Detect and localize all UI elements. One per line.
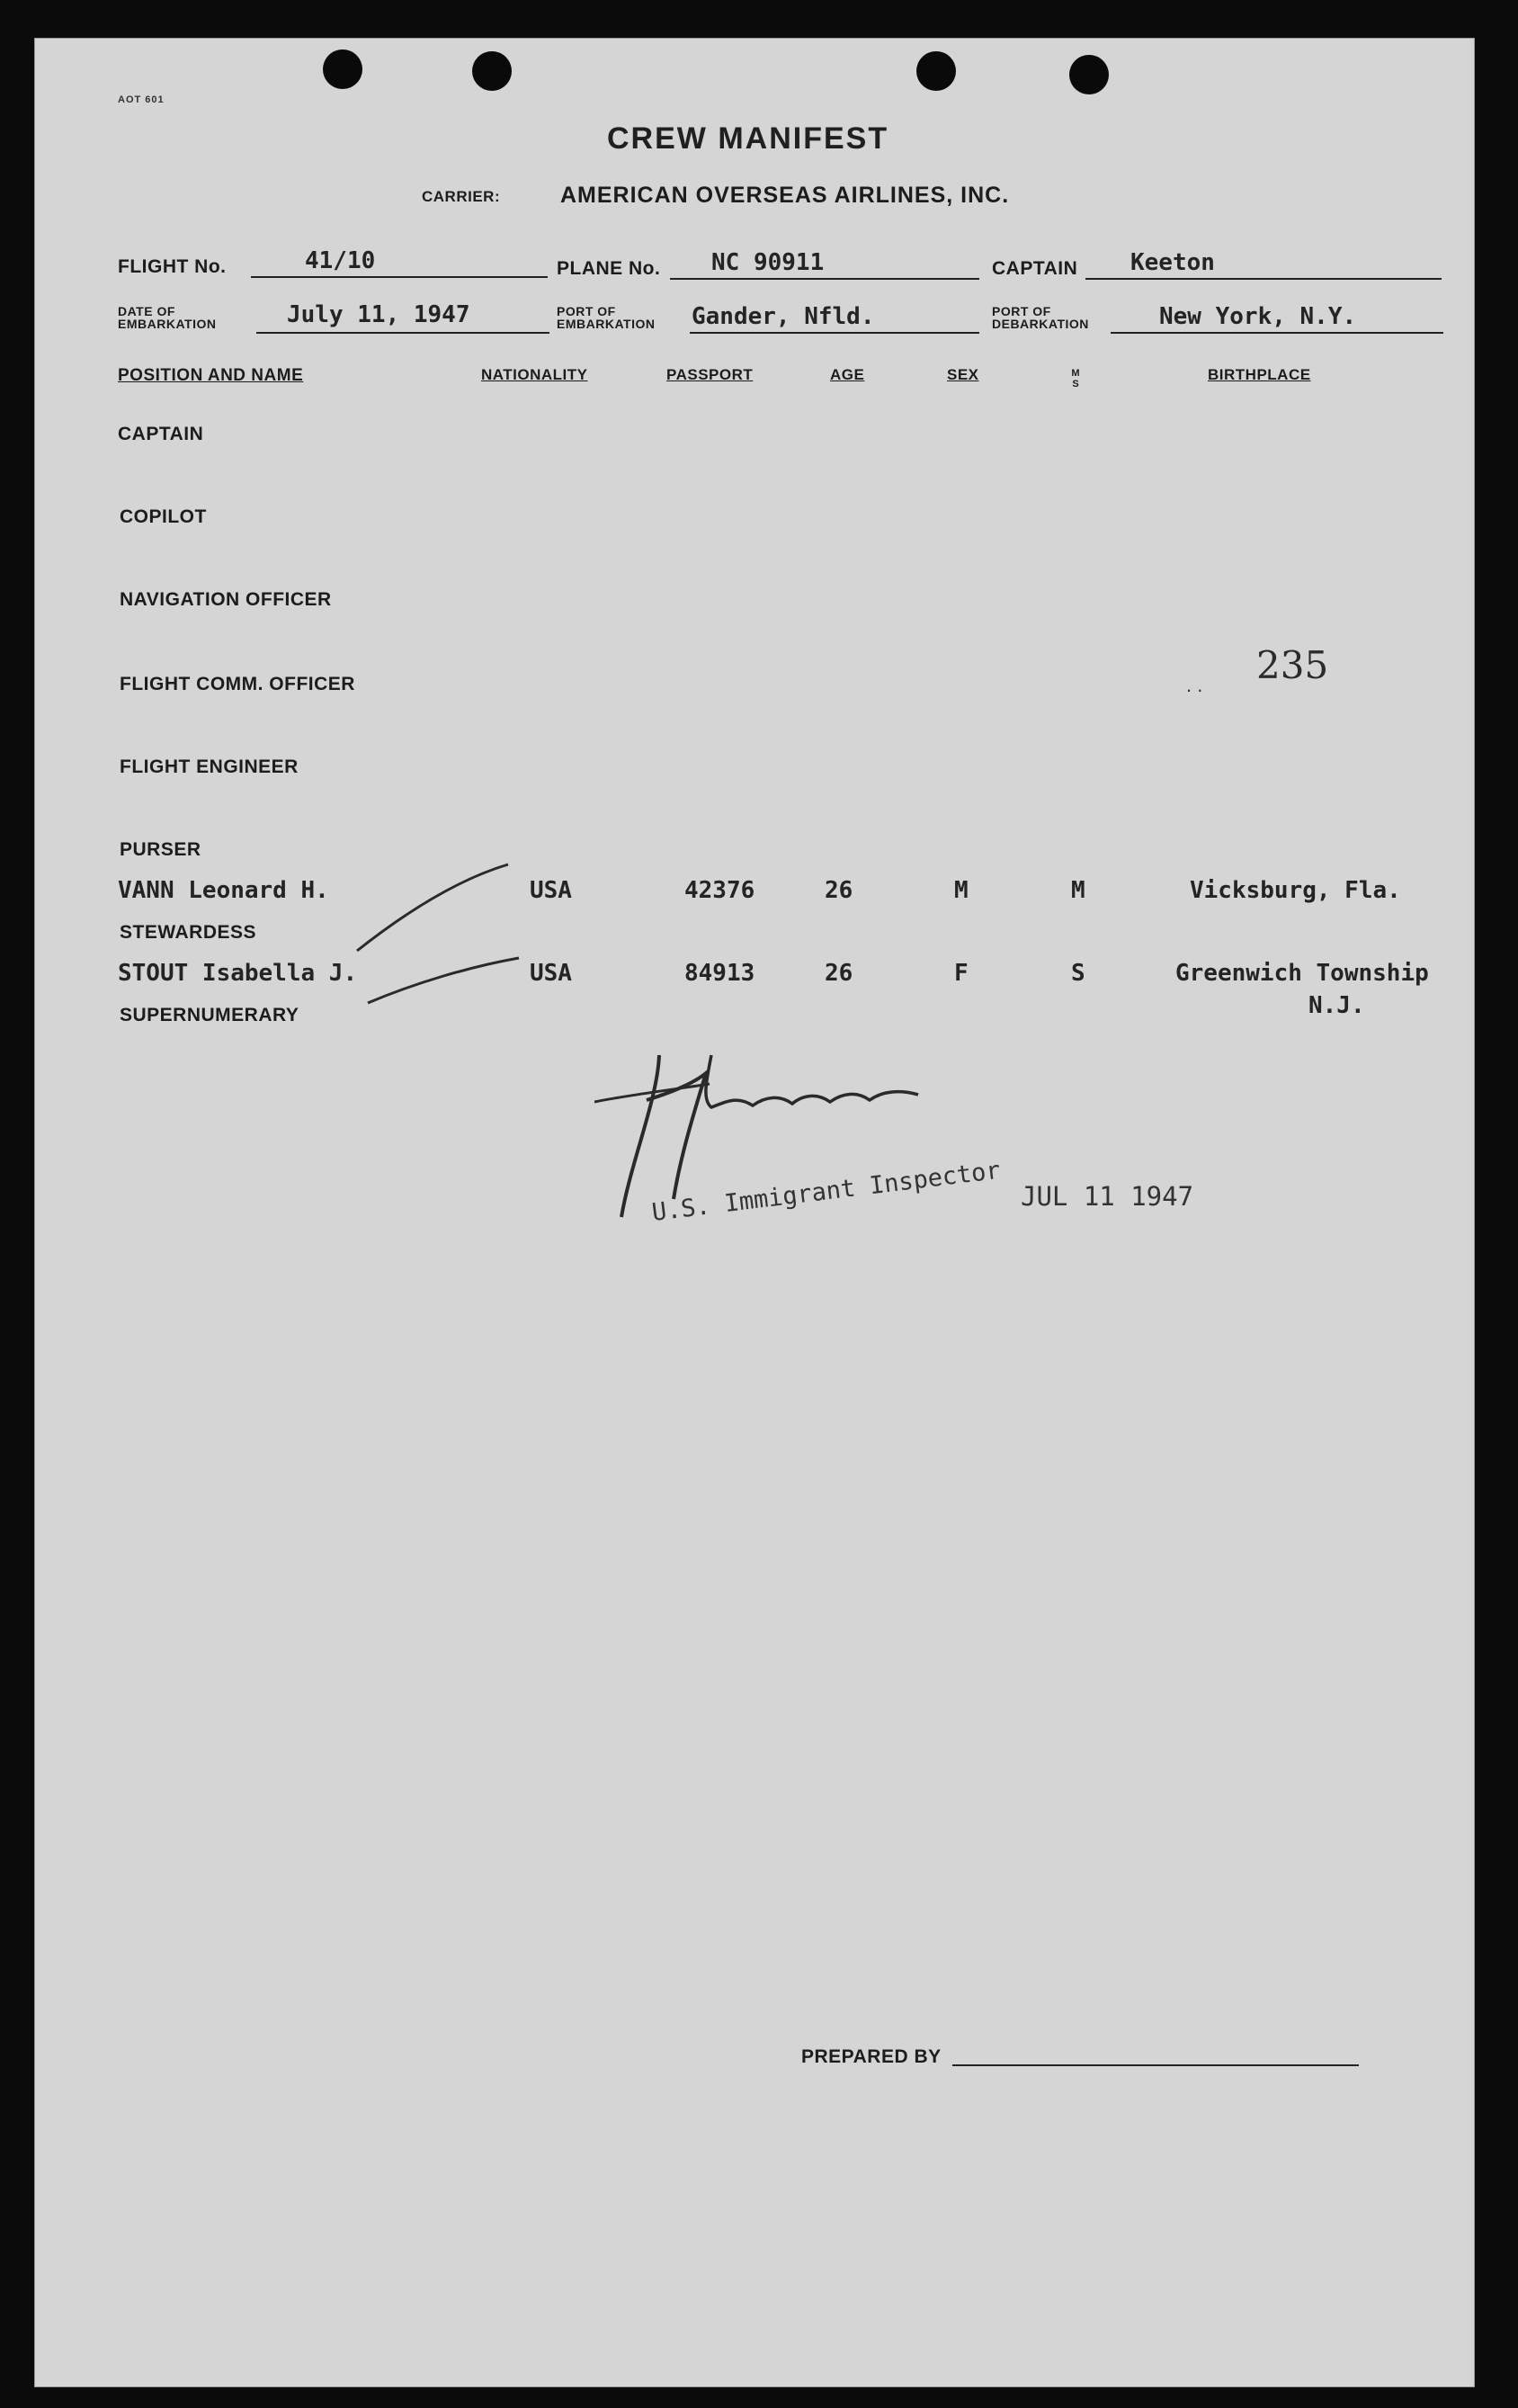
manifest-sheet <box>34 38 1475 2387</box>
stray-mark: . . <box>1186 674 1203 696</box>
prepared-by-label: PREPARED BY <box>801 2046 942 2067</box>
crew-sex: F <box>954 960 969 987</box>
captain-value: Keeton <box>1130 249 1215 276</box>
embarkation-port-label: PORT OF EMBARKATION <box>557 304 656 331</box>
flight-value: 41/10 <box>305 247 376 274</box>
crew-passport: 42376 <box>684 877 755 904</box>
col-nationality: NATIONALITY <box>481 366 588 383</box>
prepared-by-underline <box>952 2064 1359 2066</box>
crew-age: 26 <box>825 960 853 987</box>
embarkation-date-value: July 11, 1947 <box>287 301 470 328</box>
carrier-value: AMERICAN OVERSEAS AIRLINES, INC. <box>560 183 1010 208</box>
crew-birthplace: Greenwich Township <box>1175 960 1429 987</box>
embarkation-port-value: Gander, Nfld. <box>692 303 875 330</box>
col-sex: SEX <box>947 366 979 383</box>
punch-hole <box>323 49 362 89</box>
crew-nationality: USA <box>530 877 572 904</box>
plane-value: NC 90911 <box>711 249 825 276</box>
debarkation-port-underline <box>1111 332 1443 334</box>
debarkation-port-label: PORT OF DEBARKATION <box>992 304 1089 331</box>
date-underline <box>256 332 549 334</box>
crew-name: STOUT Isabella J. <box>118 960 358 987</box>
captain-underline <box>1085 278 1442 280</box>
form-id: AOT 601 <box>118 94 165 105</box>
debarkation-port-value: New York, N.Y. <box>1159 303 1357 330</box>
punch-hole <box>916 51 956 91</box>
carrier-label: CARRIER: <box>422 188 501 205</box>
crew-birthplace-line2: N.J. <box>1308 992 1365 1019</box>
plane-underline <box>670 278 979 280</box>
page-title: CREW MANIFEST <box>607 121 889 156</box>
col-position: POSITION AND NAME <box>118 366 304 385</box>
col-birthplace: BIRTHPLACE <box>1208 366 1311 383</box>
embarkation-date-label: DATE OF EMBARKATION <box>118 304 217 331</box>
stamp-date: JUL 11 1947 <box>1021 1181 1194 1212</box>
position-copilot: COPILOT <box>120 506 207 527</box>
position-navigation: NAVIGATION OFFICER <box>120 589 332 610</box>
crew-age: 26 <box>825 877 853 904</box>
col-passport: PASSPORT <box>666 366 754 383</box>
position-captain: CAPTAIN <box>118 424 204 444</box>
crew-birthplace: Vicksburg, Fla. <box>1190 877 1401 904</box>
inspector-stamp: U.S. Immigrant Inspector <box>650 1156 1003 1227</box>
captain-label: CAPTAIN <box>992 258 1078 279</box>
check-mark-icon <box>361 940 540 1021</box>
page-number: 235 <box>1256 643 1329 687</box>
position-supernumerary: SUPERNUMERARY <box>120 1005 299 1025</box>
position-comm: FLIGHT COMM. OFFICER <box>120 674 355 694</box>
plane-label: PLANE No. <box>557 258 661 279</box>
crew-marital: M <box>1071 877 1085 904</box>
position-purser: PURSER <box>120 839 201 860</box>
col-age: AGE <box>830 366 865 383</box>
col-marital-status: M S <box>1071 368 1080 389</box>
crew-nationality: USA <box>530 960 572 987</box>
punch-hole <box>1069 55 1109 94</box>
position-engineer: FLIGHT ENGINEER <box>120 756 299 777</box>
flight-label: FLIGHT No. <box>118 256 227 277</box>
flight-underline <box>251 276 548 278</box>
crew-marital: S <box>1071 960 1085 987</box>
crew-sex: M <box>954 877 969 904</box>
crew-name: VANN Leonard H. <box>118 877 329 904</box>
position-stewardess: STEWARDESS <box>120 922 257 943</box>
embarkation-port-underline <box>690 332 979 334</box>
crew-passport: 84913 <box>684 960 755 987</box>
punch-hole <box>472 51 512 91</box>
